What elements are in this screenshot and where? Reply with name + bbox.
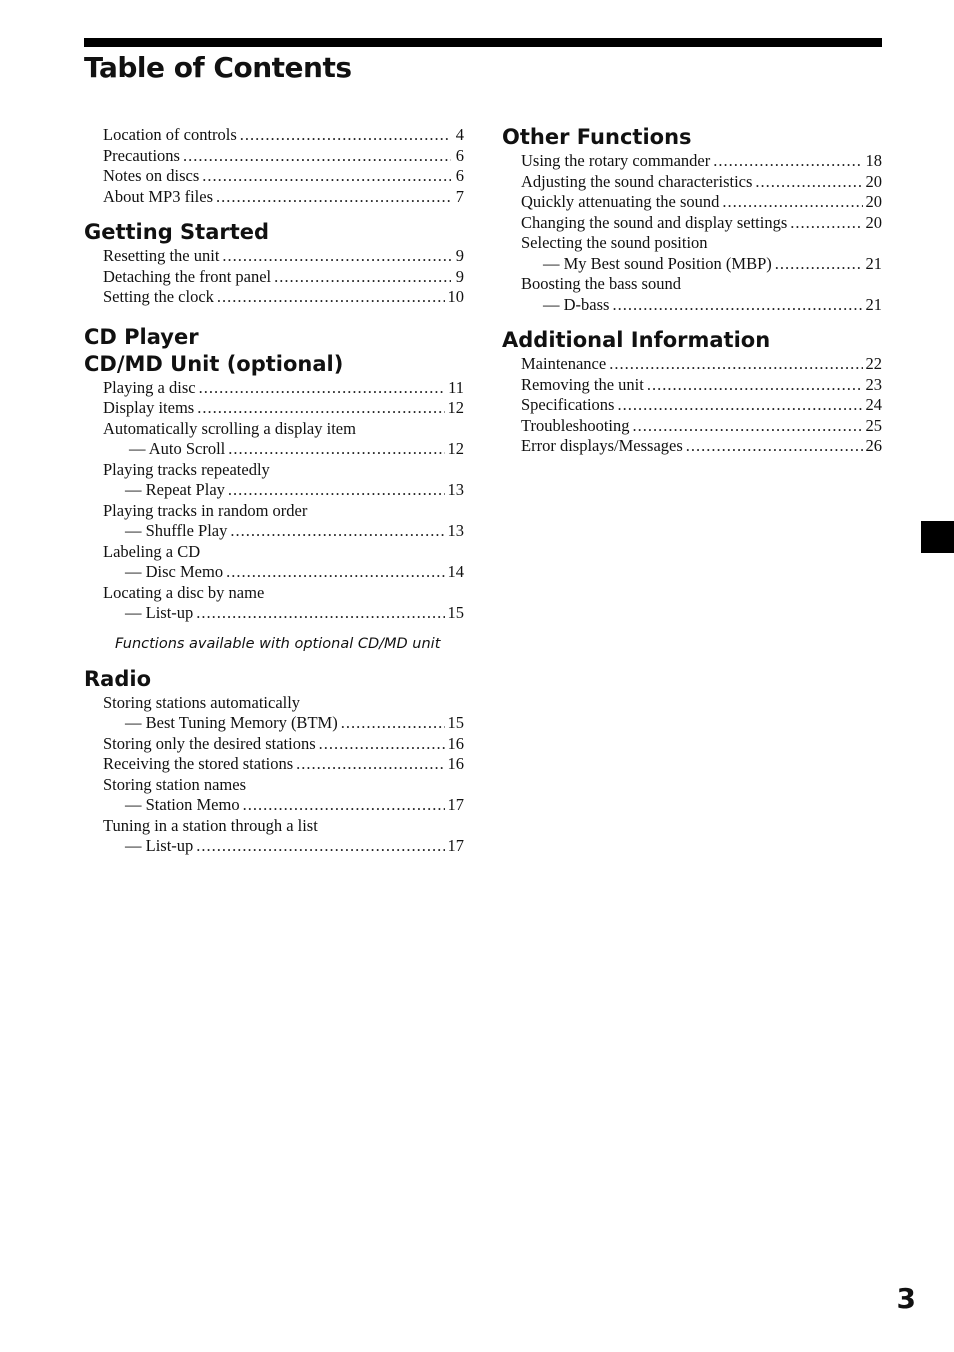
dot-leader	[216, 187, 451, 208]
entry-label: Labeling a CD	[103, 541, 201, 561]
section-heading-radio: Radio	[84, 666, 151, 691]
toc-radio-list	[84, 693, 464, 857]
section-heading-additional-information: Additional Information	[502, 328, 771, 352]
entry-label: Receiving the stored stations	[103, 754, 294, 773]
entry-label: Maintenance	[521, 354, 607, 373]
entry-label: Tuning in a station through a list	[103, 815, 318, 835]
toc-entry[interactable]	[84, 713, 464, 734]
toc-entry[interactable]	[502, 254, 882, 275]
section-heading-getting-started: Getting Started	[84, 220, 270, 244]
toc-entry[interactable]	[84, 795, 464, 816]
entry-label: Quickly attenuating the sound	[521, 192, 720, 211]
top-rule	[84, 38, 882, 47]
toc-entry[interactable]	[502, 192, 882, 213]
entry-label: — List-up	[125, 603, 194, 622]
entry-label: — Station Memo	[125, 795, 240, 814]
toc-entry-heading[interactable]	[84, 419, 464, 440]
toc-entry[interactable]	[84, 480, 464, 501]
toc-entry[interactable]	[84, 187, 464, 208]
toc-entry[interactable]	[502, 436, 882, 457]
entry-label: Precautions	[103, 145, 180, 165]
entry-label: Playing tracks in random order	[103, 500, 308, 520]
entry-label: Locating a disc by name	[103, 582, 265, 602]
entry-page: 21	[865, 253, 882, 273]
entry-page: 17	[447, 795, 464, 814]
dot-leader	[609, 354, 862, 375]
dot-leader	[790, 213, 862, 234]
entry-label: Storing stations automatically	[103, 692, 301, 712]
entry-page: 10	[447, 287, 464, 306]
entry-page: 15	[447, 603, 464, 622]
toc-entry-heading[interactable]	[84, 460, 464, 481]
entry-page: 20	[865, 192, 882, 211]
dot-leader	[296, 754, 444, 775]
toc-entry[interactable]	[84, 287, 464, 308]
toc-right-column	[502, 124, 882, 457]
toc-entry[interactable]	[502, 395, 882, 416]
dot-leader	[647, 375, 863, 396]
entry-label: Specifications	[521, 395, 615, 414]
entry-page: 9	[455, 246, 464, 265]
dot-leader	[202, 166, 451, 187]
entry-label: — Auto Scroll	[129, 439, 226, 458]
toc-entry[interactable]	[502, 295, 882, 316]
toc-entry[interactable]	[84, 246, 464, 267]
dot-leader	[243, 795, 445, 816]
dot-leader	[197, 398, 444, 419]
entry-label: Selecting the sound position	[521, 233, 708, 252]
toc-entry[interactable]	[84, 754, 464, 775]
toc-entry[interactable]	[502, 416, 882, 437]
entry-page: 6	[455, 145, 464, 165]
entry-label: About MP3 files	[103, 186, 214, 206]
toc-entry[interactable]	[84, 603, 464, 624]
section-heading-cd-player: CD Player	[84, 324, 199, 349]
toc-entry-heading[interactable]	[84, 693, 464, 714]
toc-entry-heading[interactable]	[84, 542, 464, 563]
toc-entry[interactable]	[84, 521, 464, 542]
entry-label: Removing the unit	[521, 374, 644, 394]
entry-page: 18	[865, 151, 882, 170]
dot-leader	[196, 836, 444, 857]
entry-label: — Best Tuning Memory (BTM)	[125, 713, 338, 732]
toc-getting-started-list	[84, 246, 464, 308]
dot-leader	[230, 521, 444, 542]
entry-label: Troubleshooting	[521, 415, 630, 435]
toc-entry[interactable]	[84, 398, 464, 419]
toc-entry[interactable]	[502, 213, 882, 234]
entry-page: 20	[865, 171, 882, 191]
toc-entry-heading[interactable]	[84, 583, 464, 604]
entry-label: — Repeat Play	[125, 480, 225, 499]
entry-page: 6	[455, 166, 464, 185]
entry-page: 25	[865, 415, 882, 435]
entry-page: 22	[865, 354, 882, 373]
entry-label: Adjusting the sound characteristics	[521, 171, 753, 191]
entry-page: 11	[448, 377, 464, 397]
entry-label: Resetting the unit	[103, 246, 220, 265]
toc-other-functions-list	[502, 151, 882, 315]
entry-label: Boosting the bass sound	[521, 274, 681, 293]
toc-intro-list	[84, 125, 464, 207]
dot-leader	[775, 254, 863, 275]
entry-label: — D-bass	[543, 294, 610, 314]
dot-leader	[722, 192, 862, 213]
entry-page: 21	[865, 294, 882, 314]
dot-leader	[633, 416, 863, 437]
entry-page: 24	[865, 395, 882, 414]
entry-label: Location of controls	[103, 125, 237, 144]
entry-label: Detaching the front panel	[103, 266, 272, 286]
entry-label: Playing a disc	[103, 377, 196, 397]
toc-entry-heading[interactable]	[84, 816, 464, 837]
entry-label: Notes on discs	[103, 166, 200, 185]
entry-page: 17	[447, 836, 464, 855]
toc-entry[interactable]	[84, 125, 464, 146]
entry-page: 13	[447, 480, 464, 499]
entry-page: 26	[865, 436, 882, 455]
page-title: Table of Contents	[84, 51, 352, 84]
entry-label: Storing only the desired stations	[103, 733, 316, 753]
dot-leader	[319, 734, 445, 755]
section-heading-cd-md-unit: CD/MD Unit (optional)	[84, 351, 344, 376]
entry-label: Changing the sound and display settings	[521, 212, 788, 232]
entry-label: — List-up	[125, 836, 194, 855]
entry-page: 14	[447, 562, 464, 581]
dot-leader	[612, 295, 862, 316]
dot-leader	[228, 480, 445, 501]
dot-leader	[183, 146, 451, 167]
entry-label: — My Best sound Position (MBP)	[543, 253, 772, 273]
dot-leader	[226, 562, 444, 583]
toc-left-column	[84, 125, 464, 857]
toc-entry[interactable]	[502, 354, 882, 375]
toc-entry[interactable]	[84, 836, 464, 857]
toc-entry[interactable]	[84, 267, 464, 288]
entry-label: — Shuffle Play	[125, 521, 228, 540]
dot-leader	[217, 287, 445, 308]
dot-leader	[222, 246, 451, 267]
dot-leader	[617, 395, 862, 416]
dot-leader	[686, 436, 863, 457]
entry-page: 4	[455, 125, 464, 144]
entry-page: 12	[447, 439, 464, 458]
dot-leader	[713, 151, 862, 172]
section-tab-marker	[921, 521, 954, 553]
toc-entry[interactable]	[502, 375, 882, 396]
dot-leader	[274, 267, 451, 288]
toc-entry-heading[interactable]	[502, 233, 882, 254]
toc-entry-heading[interactable]	[502, 274, 882, 295]
dot-leader	[341, 713, 445, 734]
dot-leader	[199, 378, 446, 399]
toc-entry[interactable]	[84, 439, 464, 460]
entry-label: — Disc Memo	[125, 562, 224, 581]
page-number: 3	[896, 1282, 916, 1315]
entry-page: 13	[447, 521, 464, 540]
entry-label: Error displays/Messages	[521, 436, 683, 455]
entry-label: Playing tracks repeatedly	[103, 459, 270, 479]
entry-page: 20	[865, 212, 882, 232]
dot-leader	[240, 125, 451, 146]
toc-entry-heading[interactable]	[84, 501, 464, 522]
cd-md-note: Functions available with optional CD/MD unit	[115, 635, 441, 652]
entry-page: 16	[447, 754, 464, 773]
section-heading-other-functions: Other Functions	[502, 125, 692, 149]
entry-label: Display items	[103, 398, 195, 417]
entry-label: Automatically scrolling a display item	[103, 418, 356, 438]
toc-entry[interactable]	[84, 562, 464, 583]
toc-entry[interactable]	[502, 172, 882, 193]
entry-page: 16	[447, 733, 464, 753]
entry-page: 15	[447, 713, 464, 732]
dot-leader	[196, 603, 444, 624]
entry-label: Storing station names	[103, 774, 246, 794]
dot-leader	[228, 439, 444, 460]
toc-entry[interactable]	[502, 151, 882, 172]
toc-entry[interactable]	[84, 734, 464, 755]
toc-entry-heading[interactable]	[84, 775, 464, 796]
entry-page: 23	[865, 374, 882, 394]
entry-label: Setting the clock	[103, 287, 214, 306]
toc-additional-information-list	[502, 354, 882, 457]
entry-page: 12	[447, 398, 464, 417]
entry-page: 7	[455, 186, 464, 206]
toc-entry[interactable]	[84, 146, 464, 167]
toc-cd-player-list	[84, 378, 464, 624]
toc-entry[interactable]	[84, 378, 464, 399]
dot-leader	[755, 172, 862, 193]
entry-page: 9	[455, 266, 464, 286]
toc-entry[interactable]	[84, 166, 464, 187]
entry-label: Using the rotary commander	[521, 151, 711, 170]
